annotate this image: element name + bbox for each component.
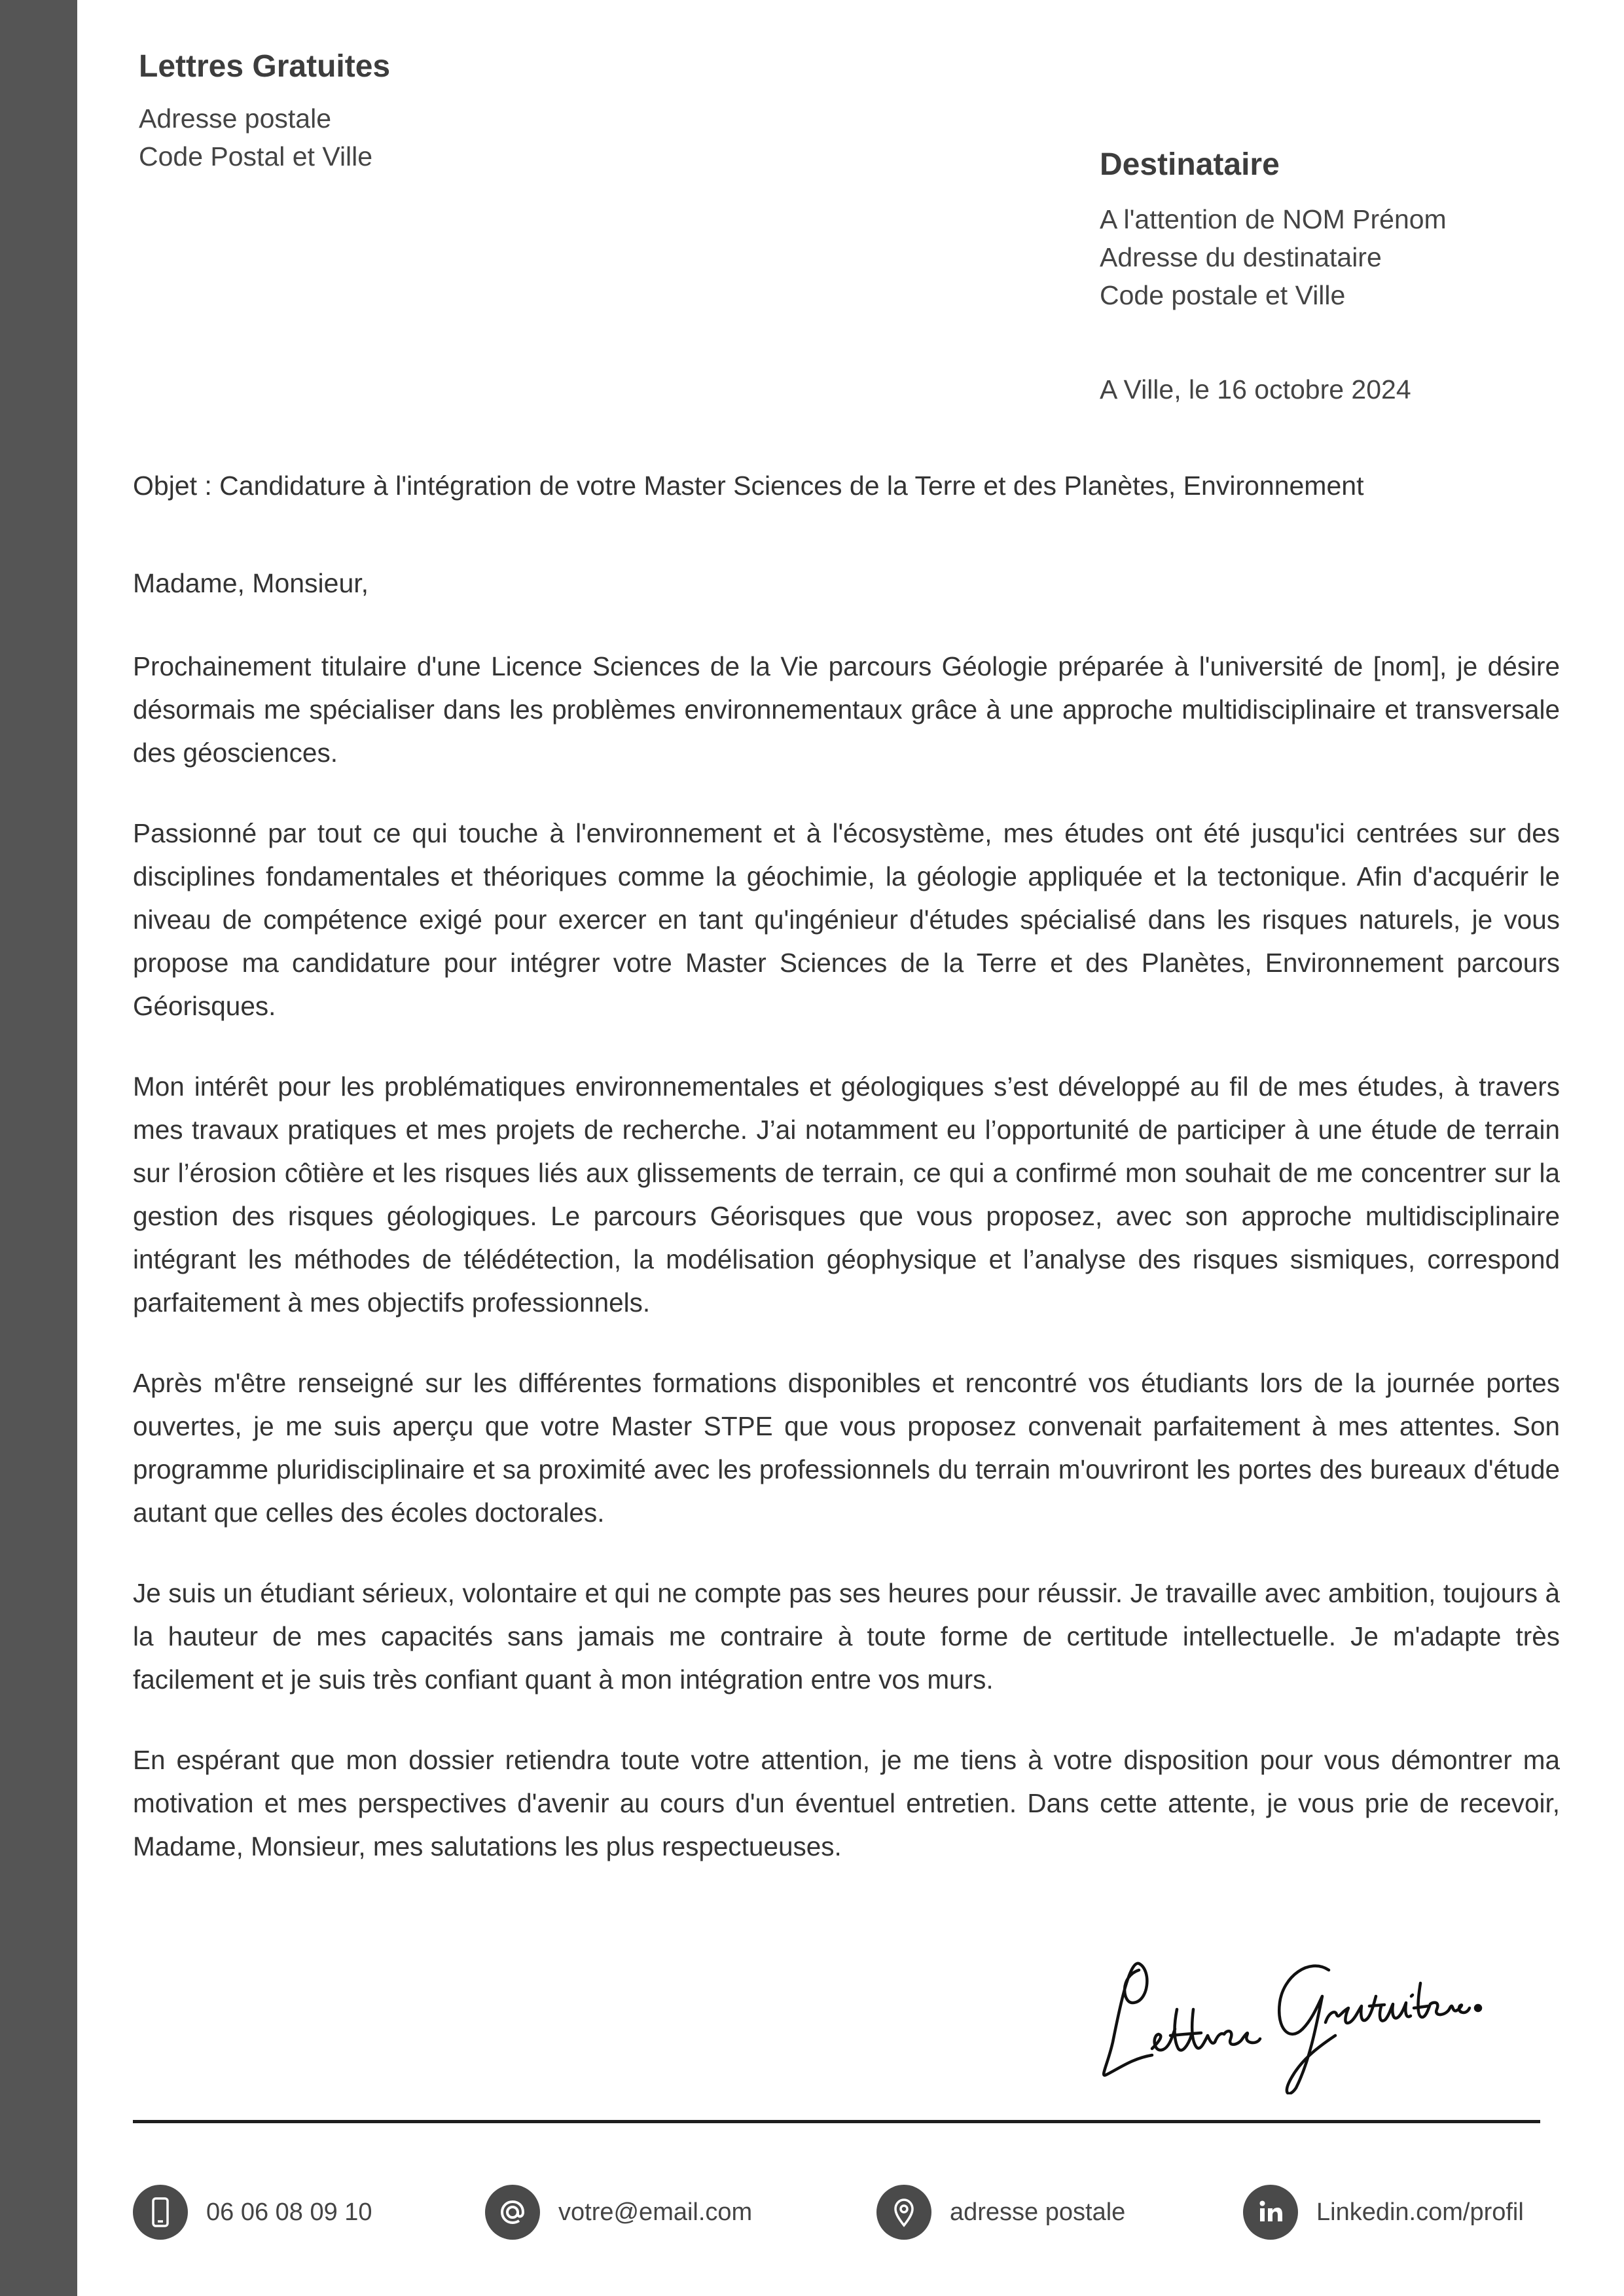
handwritten-signature: [1093, 1931, 1486, 2094]
paragraph: En espérant que mon dossier retiendra toute votre attention, je me tiens à votre disposition pour vous démontrer ma motivation et mes perspectives d'avenir au cours d'un éventuel entretien. Dans cette attente, je vous prie de recevoir, Madame, Monsieur, mes salutations les plus respectueuses.: [133, 1745, 1560, 1861]
paragraph: Passionné par tout ce qui touche à l'environnement et à l'écosystème, mes études ont été jusqu'ici centrées sur des disciplines fondamentales et théoriques comme la géochimie, la géologie appliquée et la tectonique. Afin d'acquérir le niveau de compétence exigé pour exercer en tant qu'ingénieur d'études spécialisé dans les risques naturels, je vous propose ma candidature pour intégrer votre Master Sciences de la Terre et des Planètes, Environnement parcours Géorisques.: [133, 818, 1560, 1021]
sender-address: Adresse postale: [139, 103, 332, 134]
location-pin-icon: [876, 2185, 931, 2240]
side-bar: [0, 0, 77, 2296]
recipient-title: Destinataire: [1100, 147, 1280, 182]
phone-icon: [133, 2185, 188, 2240]
paragraph: Prochainement titulaire d'une Licence Sciences de la Vie parcours Géologie préparée à l'université de [nom], je désire désormais me spécialiser dans les problèmes environnementaux grâce à une approche multidisciplinaire et transversale des géosciences.: [133, 651, 1560, 768]
paragraph: Je suis un étudiant sérieux, volontaire et qui ne compte pas ses heures pour réussir. Je travaille avec ambition, toujours à la hauteur de mes capacités sans jamais me contraire à toute forme de certitude intellectuelle. Je m'adapte très facilement et je suis très confiant quant à mon intégration entre vos murs.: [133, 1578, 1560, 1695]
letter-body: [133, 645, 1560, 1905]
phone-number[interactable]: 06 06 08 09 10: [206, 2198, 372, 2226]
contact-email: [485, 2183, 752, 2242]
recipient-address: Adresse du destinataire: [1100, 242, 1382, 272]
contact-address: [876, 2183, 1125, 2242]
sender-name: Lettres Gratuites: [139, 49, 391, 84]
contact-footer: [133, 2183, 1560, 2242]
sender-block: [139, 46, 728, 175]
linkedin-icon: [1243, 2185, 1298, 2240]
sender-city: Code Postal et Ville: [139, 141, 373, 171]
recipient-city: Code postale et Ville: [1100, 280, 1346, 310]
contact-phone: [133, 2183, 372, 2242]
at-icon: [485, 2185, 540, 2240]
email-address[interactable]: votre@email.com: [558, 2198, 753, 2226]
letter-subject: Objet : Candidature à l'intégration de votre Master Sciences de la Terre et des Planètes, Environnement: [133, 471, 1364, 501]
linkedin-profile[interactable]: Linkedin.com/profil: [1316, 2198, 1524, 2226]
paragraph: Après m'être renseigné sur les différentes formations disponibles et rencontré vos étudiants lors de la journée portes ouvertes, je me suis aperçu que votre Master STPE que vous proposez convenait parfaitement à mes attentes. Son programme pluridisciplinaire et sa proximité avec les professionnels du terrain m'ouvriront les portes des bureaux d'étude autant que celles des écoles doctorales.: [133, 1368, 1560, 1528]
salutation: Madame, Monsieur,: [133, 568, 369, 598]
footer-divider: [133, 2120, 1540, 2123]
contact-linkedin: [1243, 2183, 1524, 2242]
letter-date: A Ville, le 16 octobre 2024: [1100, 374, 1411, 404]
recipient-block: [1100, 144, 1558, 314]
postal-address: adresse postale: [950, 2198, 1126, 2226]
recipient-attention: A l'attention de NOM Prénom: [1100, 204, 1447, 234]
paragraph: Mon intérêt pour les problématiques environnementales et géologiques s’est développé au fil de mes études, à travers mes travaux pratiques et mes projets de recherche. J’ai notamment eu l’opportunité de participer à une étude de terrain sur l’érosion côtière et les risques liés aux glissements de terrain, ce qui a confirmé mon souhait de me concentrer sur la gestion des risques géologiques. Le parcours Géorisques que vous proposez, avec son approche multidisciplinaire intégrant les méthodes de télédétection, la modélisation géophysique et l’analyse des risques sismiques, correspond parfaitement à mes objectifs professionnels.: [133, 1071, 1560, 1318]
